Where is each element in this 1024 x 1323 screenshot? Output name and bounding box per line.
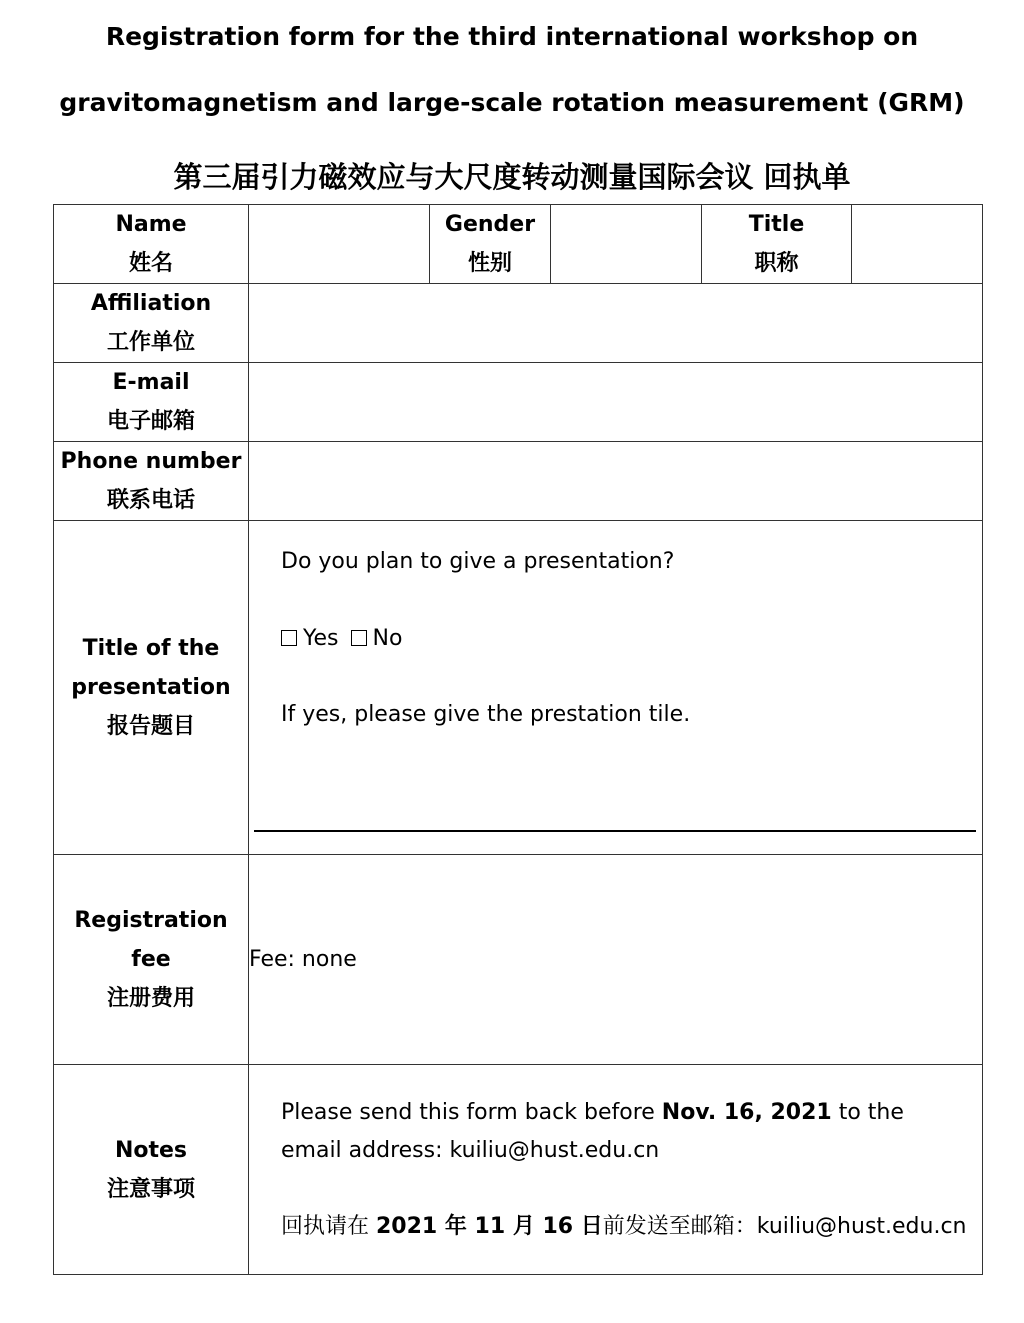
phone-label	[54, 442, 249, 521]
affiliation-field[interactable]	[249, 284, 983, 363]
notes-cn-prefix: 回执请在	[281, 1214, 376, 1239]
row-fee	[54, 855, 983, 1065]
presentation-label-en-1: Title of the	[82, 636, 220, 661]
fee-label	[54, 855, 249, 1065]
title-label-en: Title	[748, 212, 805, 237]
name-label-cn: 姓名	[128, 251, 173, 276]
row-phone	[54, 442, 983, 521]
no-label: No	[372, 626, 403, 651]
name-label	[54, 205, 249, 284]
title-label	[702, 205, 852, 284]
title-chinese: 第三届引力磁效应与大尺度转动测量国际会议 回执单	[173, 160, 851, 194]
title-label-cn: 职称	[754, 251, 799, 276]
notes-en-suffix: to the email address: kuiliu@hust.edu.cn	[281, 1100, 904, 1163]
gender-field[interactable]	[551, 205, 702, 284]
name-label-en: Name	[115, 212, 187, 237]
notes-cn-suffix: 前发送至邮箱：kuiliu@hust.edu.cn	[602, 1214, 967, 1239]
name-field[interactable]	[249, 205, 430, 284]
phone-field[interactable]	[249, 442, 983, 521]
yes-checkbox[interactable]	[281, 630, 297, 646]
row-affiliation	[54, 284, 983, 363]
fee-label-en: Registration fee	[74, 908, 228, 972]
gender-label	[430, 205, 551, 284]
notes-label-cn: 注意事项	[106, 1176, 195, 1202]
affiliation-label-en: Affiliation	[90, 291, 212, 316]
notes-label-en: Notes	[114, 1137, 188, 1163]
fee-value: Fee: none	[249, 855, 983, 1065]
yes-label: Yes	[303, 626, 339, 651]
registration-table	[53, 204, 983, 1275]
presentation-title-line[interactable]	[254, 830, 976, 832]
email-label-en: E-mail	[112, 370, 190, 395]
notes-english	[281, 1094, 961, 1170]
notes-cell	[249, 1065, 983, 1275]
title-line-2: gravitomagnetism and large-scale rotation measurement (GRM)	[59, 88, 965, 117]
title-line-1: Registration form for the third international workshop on	[105, 22, 919, 51]
phone-label-cn: 联系电话	[106, 488, 195, 513]
row-email	[54, 363, 983, 442]
email-label-cn: 电子邮箱	[106, 409, 195, 434]
title-field[interactable]	[852, 205, 983, 284]
phone-label-en: Phone number	[60, 449, 242, 474]
presentation-question: Do you plan to give a presentation?	[281, 549, 675, 574]
presentation-choice	[281, 620, 402, 658]
notes-label	[54, 1065, 249, 1275]
row-name	[54, 205, 983, 284]
email-field[interactable]	[249, 363, 983, 442]
presentation-label-en-2: presentation	[71, 675, 231, 700]
no-checkbox[interactable]	[351, 630, 367, 646]
notes-en-prefix: Please send this form back before	[281, 1100, 662, 1125]
presentation-label-cn: 报告题目	[106, 714, 195, 739]
row-notes	[54, 1065, 983, 1275]
gender-label-cn: 性别	[467, 251, 512, 276]
email-label	[54, 363, 249, 442]
notes-chinese	[281, 1208, 967, 1246]
gender-label-en: Gender	[444, 212, 536, 237]
row-presentation	[54, 521, 983, 855]
presentation-label	[54, 521, 249, 855]
presentation-cell	[249, 521, 983, 855]
affiliation-label	[54, 284, 249, 363]
notes-en-date: Nov. 16, 2021	[661, 1100, 832, 1125]
affiliation-label-cn: 工作单位	[106, 330, 195, 355]
presentation-note: If yes, please give the prestation tile.	[281, 702, 691, 727]
notes-cn-date: 2021 年 11 月 16 日	[376, 1214, 603, 1239]
fee-label-cn: 注册费用	[106, 986, 195, 1011]
